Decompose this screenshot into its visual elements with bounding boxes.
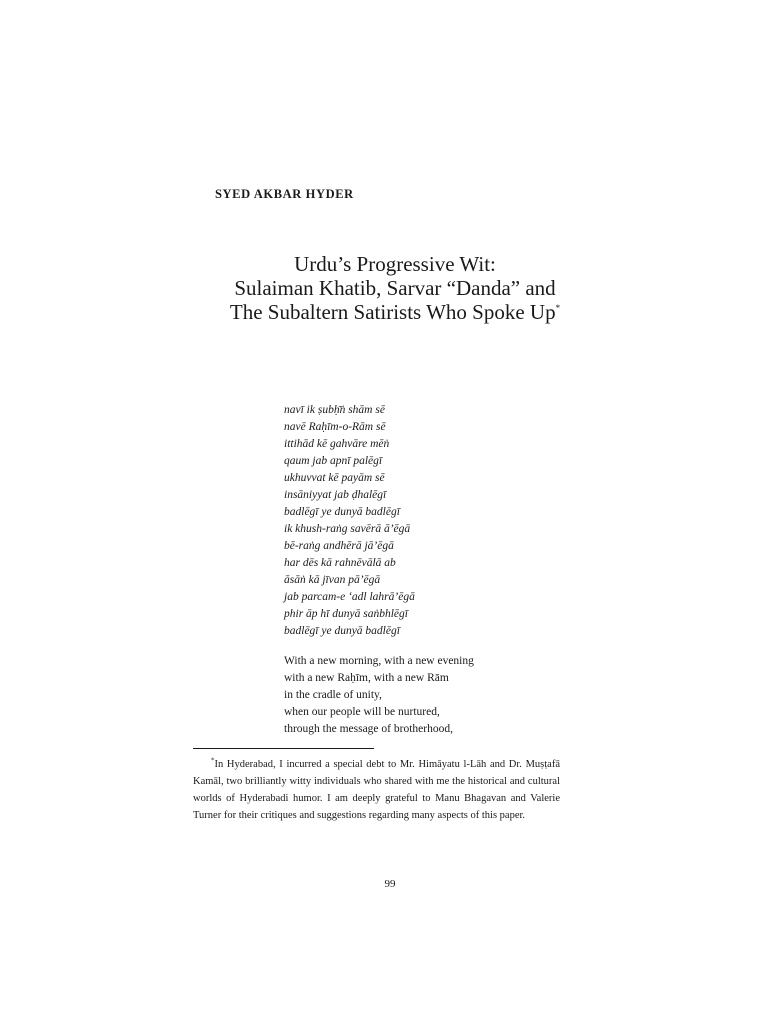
title-line-1: Urdu’s Progressive Wit: <box>294 252 496 276</box>
translation-line: with a new Raḥīm, with a new Rām <box>284 672 449 684</box>
translation-line: when our people will be nurtured, <box>284 706 440 718</box>
urdu-poem <box>284 402 415 640</box>
poem-line: badlēgī ye dunyā badlēgī <box>284 506 400 518</box>
poem-translation <box>284 653 474 738</box>
poem-line: jab parcam-e ‘adl lahrā’ēgā <box>284 591 415 603</box>
poem-line: insāniyyat jab ḍhalēgī <box>284 489 387 501</box>
footnote <box>193 756 560 824</box>
page-number: 99 <box>384 878 396 890</box>
poem-line: āsāṅ kā jīvan pā’ēgā <box>284 574 381 586</box>
footnote-text: In Hyderabad, I incurred a special debt to Mr. Himāyatu l-Lāh and Dr. Muṣṭafā Kamāl, two brilliantly witty individuals who shared with me the historical and cultural worlds of Hyderabadi humor. I am deeply grateful to Manu Bhagavan and Valerie Turner for their critiques and suggestions regarding many aspects of this paper. <box>193 759 560 821</box>
title-line-2: Sulaiman Khatib, Sarvar “Danda” and <box>234 276 556 300</box>
poem-line: navī ik ṣubḥ̄ṅ shām sē <box>284 404 385 416</box>
author-name: SYED AKBAR HYDER <box>215 187 354 201</box>
translation-line: in the cradle of unity, <box>284 689 382 701</box>
translation-line: With a new morning, with a new evening <box>284 655 474 667</box>
article-title <box>0 252 768 324</box>
footnote-marker: * <box>211 756 215 765</box>
poem-line: navē Raḥīm-o-Rām sē <box>284 421 386 433</box>
title-line-3 <box>0 300 768 324</box>
poem-line: ik khush-raṅg savērā ā’ēgā <box>284 523 411 535</box>
poem-line: har dēs kā rahnēvālā ab <box>284 557 396 569</box>
footnote-divider <box>193 748 374 749</box>
poem-line: badlēgī ye dunyā badlēgī <box>284 625 400 637</box>
translation-line: through the message of brotherhood, <box>284 723 453 735</box>
title-line-3-text: The Subaltern Satirists Who Spoke Up <box>229 300 556 324</box>
poem-line: qaum jab apnī palēgī <box>284 455 383 467</box>
title-footnote-marker: * <box>555 303 561 313</box>
poem-line: ittihād kē gahvāre mēṅ <box>284 438 390 450</box>
poem-line: bē-raṅg andhērā jā’ēgā <box>284 540 394 552</box>
poem-line: phir āp hī dunyā saṅbhlēgī <box>284 608 408 620</box>
poem-line: ukhuvvat kē payām sē <box>284 472 385 484</box>
